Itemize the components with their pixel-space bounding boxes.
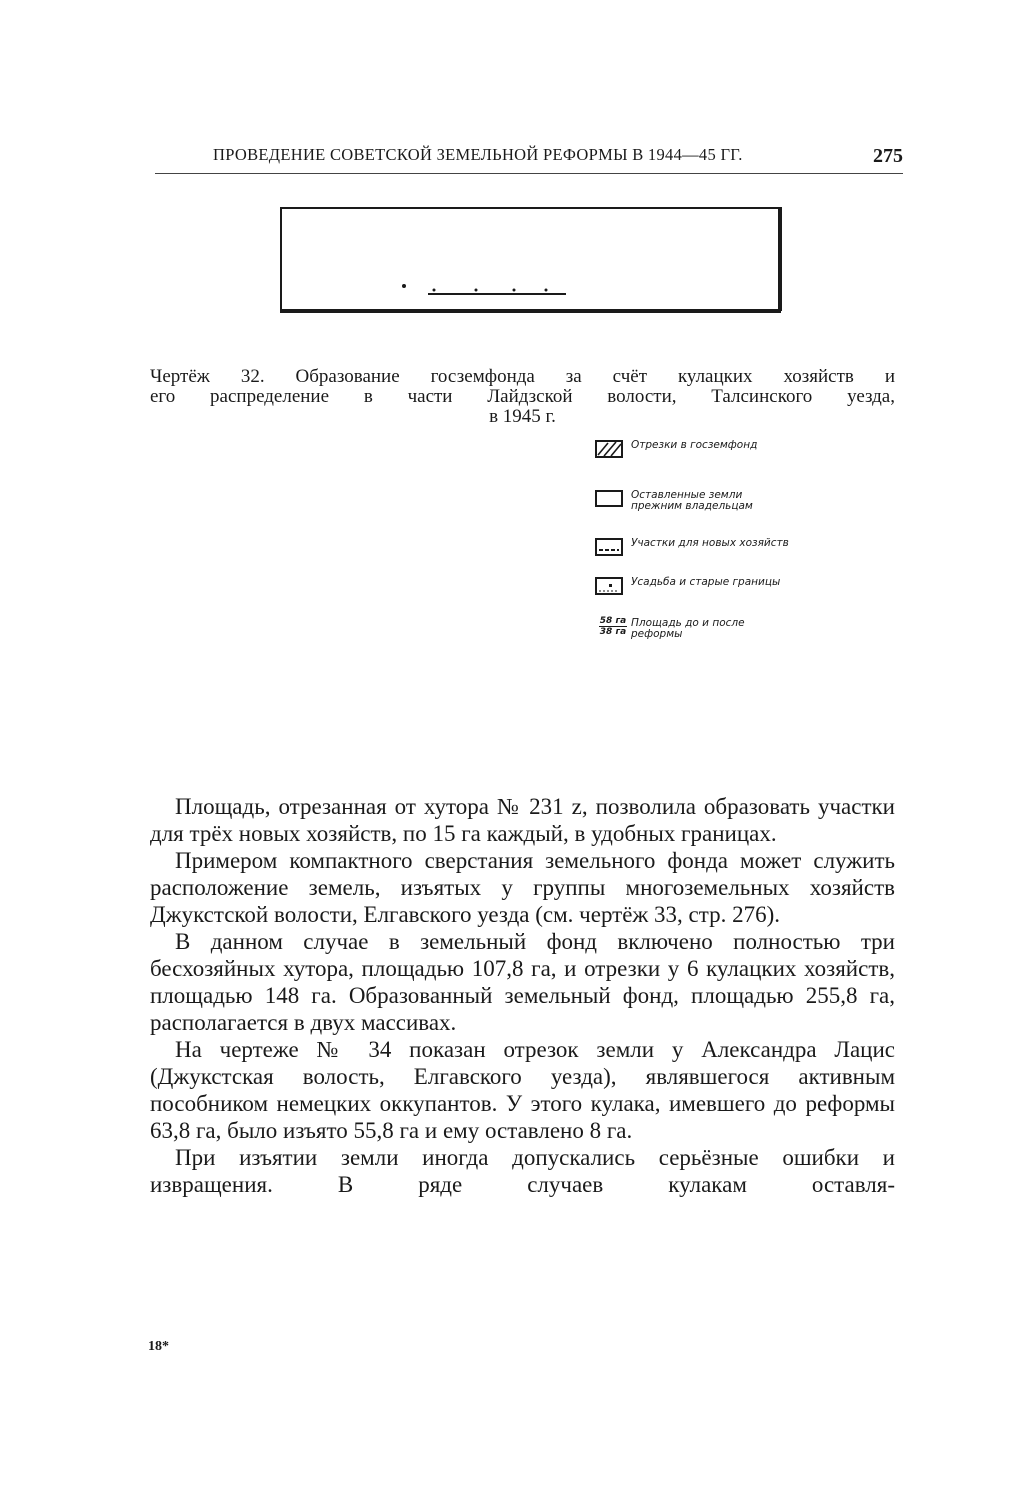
paragraph: При изъятии земли иногда допускались серьёзные ошибки и извращения. В ряде случаев кулакам оставля- <box>150 1145 895 1197</box>
legend-label: Отрезки в госземфонд <box>631 439 758 451</box>
paragraph: В данном случае в земельный фонд включено полностью три бесхозяйных хутора, площадью 107,8 га, и отрезки у 6 кулацких хозяйств, площадью 148 га. Образованный земельный фонд, площадью 255,8 га, располагается в двух массивах. <box>150 929 895 1035</box>
figure-caption <box>150 367 895 427</box>
legend-label: Усадьба и старые границы <box>631 576 781 588</box>
legend-empty-symbol <box>595 490 623 507</box>
legend-area-symbol <box>599 616 627 637</box>
caption-line: его распределение в части Лайдзской волости, Талсинского уезда, <box>150 386 895 407</box>
legend-dotted-symbol <box>595 577 623 595</box>
area-after-value: 38 га <box>599 627 627 637</box>
legend-hatched-symbol <box>595 440 623 458</box>
legend-dashed-symbol <box>595 538 623 556</box>
legend-label: Участки для новых хозяйств <box>631 537 789 549</box>
legend-label: Площадь до и после реформы <box>631 617 745 640</box>
paragraph: Примером компактного сверстания земельного фонда может служить расположение земель, изъятых у группы многоземельных хозяйств Джукстской волости, Елгавского уезда (см. чертёж 33, стр. 276). <box>150 848 895 927</box>
body-text <box>150 793 895 1198</box>
caption-line: Чертёж 32. Образование госземфонда за счёт кулацких хозяйств и <box>150 366 895 387</box>
paragraph: Площадь, отрезанная от хутора № 231 z, позволила образовать участки для трёх новых хозяйств, по 15 га каждый, в удобных границах. <box>150 794 895 846</box>
running-header <box>155 143 903 174</box>
running-title: ПРОВЕДЕНИЕ СОВЕТСКОЙ ЗЕМЕЛЬНОЙ РЕФОРМЫ В 1944—45 ГГ. <box>213 145 743 164</box>
page-number: 275 <box>873 145 903 167</box>
paragraph: На чертеже № 34 показан отрезок земли у Александра Лацис (Джукстская волость, Елгавского уезда), являвшегося активным пособником немецких оккупантов. У этого кулака, имевшего до реформы 63,8 га, было изъято 55,8 га и ему оставлено 8 га. <box>150 1037 895 1143</box>
area-before-value: 58 га <box>599 616 627 626</box>
printer-signature: 18* <box>148 1339 169 1354</box>
caption-line: в 1945 г. <box>489 406 556 427</box>
legend-label: Оставленные земли прежним владельцам <box>631 489 753 512</box>
figure-box <box>280 207 781 313</box>
